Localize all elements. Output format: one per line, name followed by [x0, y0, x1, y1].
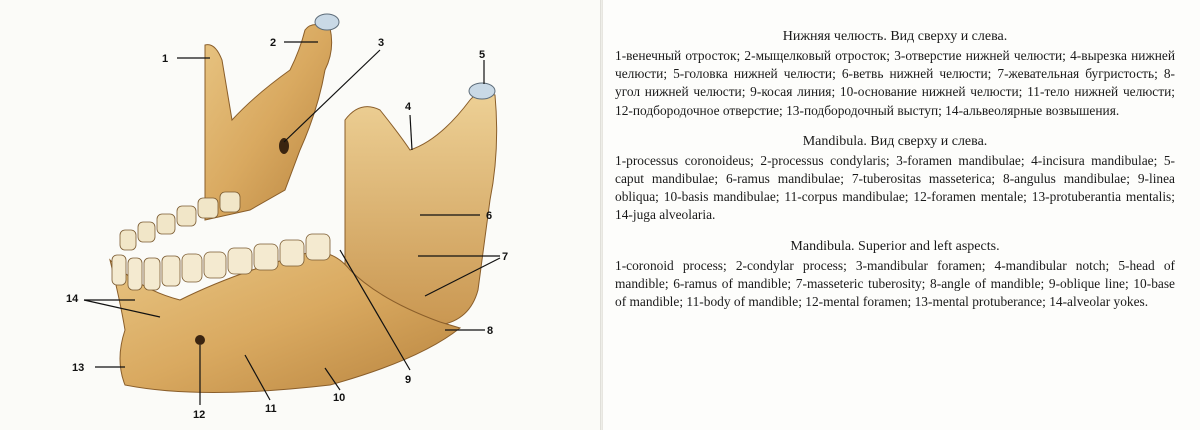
label-2: 2: [270, 37, 277, 49]
far-ramus: [205, 24, 332, 220]
page-fold: [600, 0, 603, 430]
far-condyle-head: [315, 14, 339, 30]
mental-foramen: [195, 335, 205, 345]
caption-panel: [615, 20, 1175, 420]
label-9: 9: [405, 374, 412, 386]
english-heading: Mandibula. Superior and left aspects.: [790, 238, 1000, 254]
label-12: 12: [193, 409, 206, 421]
near-condyle-head: [469, 83, 495, 99]
label-8: 8: [487, 325, 494, 337]
label-13: 13: [72, 362, 85, 374]
label-1: 1: [162, 53, 169, 65]
label-11: 11: [265, 403, 277, 415]
label-4: 4: [405, 101, 412, 113]
mandibular-foramen: [279, 138, 289, 154]
label-10: 10: [333, 392, 346, 404]
label-14: 14: [66, 293, 79, 305]
label-6: 6: [486, 210, 493, 222]
russian-legend: 1-венечный отросток; 2-мыщелковый отросток; 3-отверстие нижней челюсти; 4-вырезка нижней челюсти; 5-головка нижней челюсти; 6-ветвь нижней челюсти; 7-жевательная бугристость; 8-угол нижней челюсти; 9-косая линия; 10-основание нижней челюсти; 11-тело нижней челюсти; 12-подбородочное отверстие; 13-подбородочный выступ; 14-альвеолярные возвышения.: [615, 48, 1175, 118]
latin-heading: Mandibula. Вид сверху и слева.: [802, 133, 988, 149]
label-3: 3: [378, 37, 385, 49]
label-7: 7: [502, 251, 509, 263]
latin-legend: 1-processus coronoideus; 2-processus condylaris; 3-foramen mandibulae; 4-incisura mandibulae; 5-caput mandibulae; 6-ramus mandibulae; 7-tuberositas masseterica; 8-angulus mandibulae; 9-linea obliqua; 10-basis mandibulae; 11-corpus mandibulae; 12-foramen mentale; 13-protuberantia mentalis; 14-juga alveolaria.: [615, 152, 1175, 223]
teeth-far-row: [120, 192, 240, 250]
english-legend: 1-coronoid process; 2-condylar process; 3-mandibular foramen; 4-mandibular notch; 5-head of mandible; 6-ramus of mandible; 7-masseteric tuberosity; 8-angle of mandible; 9-oblique line; 10-base of mandible; 11-body of mandible; 12-mental foramen; 13-mental protuberance; 14-alveolar yokes.: [615, 257, 1175, 310]
label-5: 5: [479, 49, 486, 61]
russian-heading: Нижняя челюсть. Вид сверху и слева.: [782, 29, 1008, 44]
